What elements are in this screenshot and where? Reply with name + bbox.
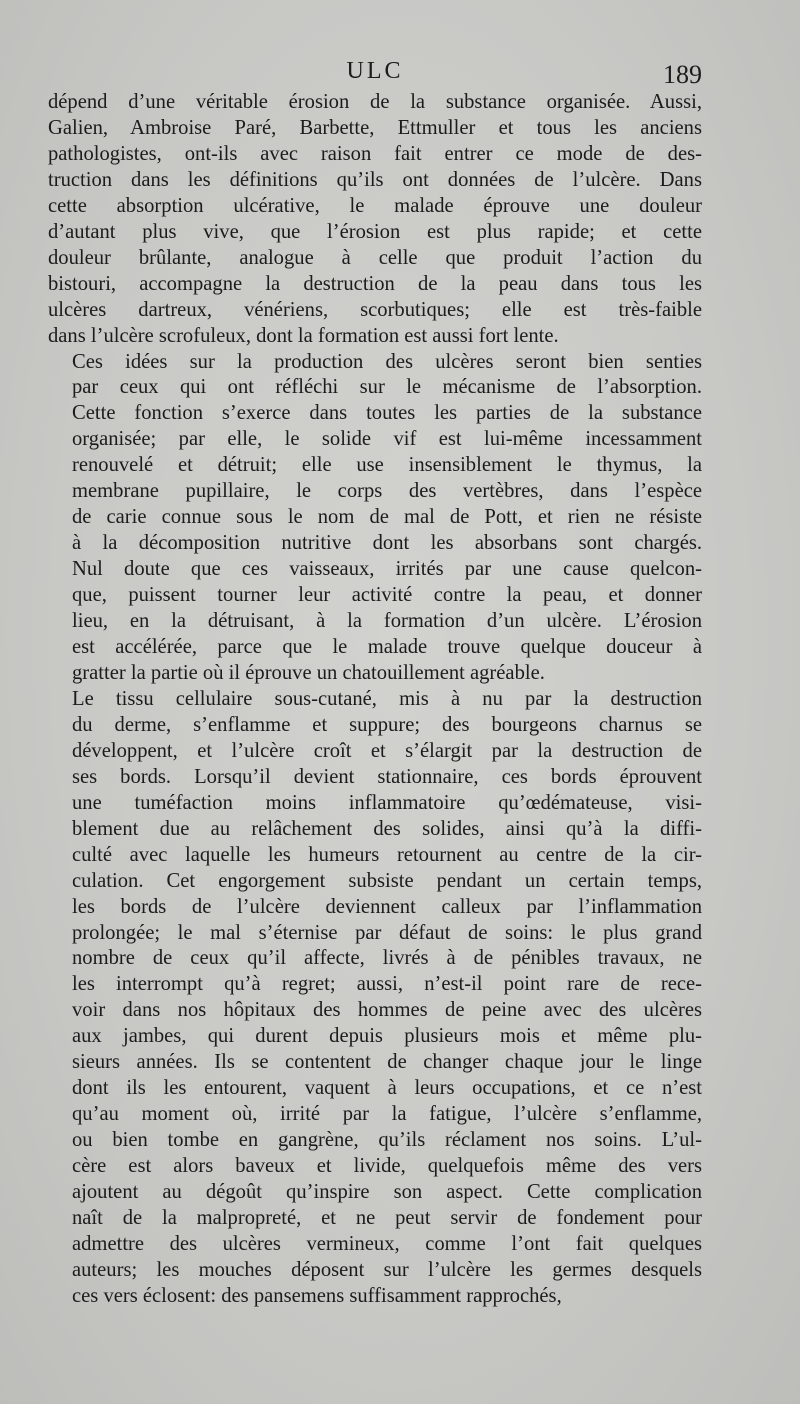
- text-line: Nul doute que ces vaisseaux, irrités par une cause quelcon-: [72, 558, 702, 581]
- text-line: qu’au moment où, irrité par la fatigue, l’ulcère s’enflamme,: [72, 1103, 702, 1126]
- running-head: ULC: [346, 58, 404, 84]
- text-line: voir dans nos hôpitaux des hommes de peine avec des ulcères: [72, 999, 702, 1022]
- text-line: bistouri, accompagne la destruction de la peau dans tous les: [48, 272, 702, 295]
- text-line: d’autant plus vive, que l’érosion est plus rapide; et cette: [48, 220, 702, 243]
- text-line: Ces idées sur la production des ulcères seront bien senties: [72, 350, 702, 373]
- text-line: ces vers éclosent: des pansemens suffisamment rapprochés,: [72, 1284, 562, 1307]
- text-line: ses bords. Lorsqu’il devient stationnaire, ces bords éprouvent: [72, 765, 702, 788]
- text-line: Cette fonction s’exerce dans toutes les parties de la substance: [72, 402, 702, 425]
- paragraph: [48, 350, 702, 687]
- text-line: organisée; par elle, le solide vif est lui-même incessamment: [72, 428, 702, 451]
- paragraph: [48, 687, 702, 1310]
- text-line: Le tissu cellulaire sous-cutané, mis à nu par la destruction: [72, 687, 702, 710]
- text-line: aux jambes, qui durent depuis plusieurs mois et même plu-: [72, 1025, 702, 1048]
- text-line: dont ils les entourent, vaquent à leurs occupations, et ce n’est: [72, 1077, 702, 1100]
- text-line: à la décomposition nutritive dont les absorbans sont chargés.: [72, 532, 702, 555]
- text-line: culté avec laquelle les humeurs retournent au centre de la cir-: [72, 843, 702, 866]
- text-line: truction dans les définitions qu’ils ont données de l’ulcère. Dans: [48, 168, 702, 191]
- text-line: par ceux qui ont réfléchi sur le mécanisme de l’absorption.: [72, 376, 702, 399]
- text-line: cère est alors baveux et livide, quelquefois même des vers: [72, 1155, 702, 1178]
- text-line: Galien, Ambroise Paré, Barbette, Ettmuller et tous les anciens: [48, 116, 702, 139]
- text-line: du derme, s’enflamme et suppure; des bourgeons charnus se: [72, 713, 702, 736]
- page-number: 189: [663, 60, 702, 89]
- text-line: ou bien tombe en gangrène, qu’ils réclament nos soins. L’ul-: [72, 1129, 702, 1152]
- text-line: prolongée; le mal s’éternise par défaut de soins: le plus grand: [72, 921, 702, 944]
- text-line: admettre des ulcères vermineux, comme l’ont fait quelques: [72, 1232, 702, 1255]
- text-line: que, puissent tourner leur activité contre la peau, et donner: [72, 584, 702, 607]
- text-line: auteurs; les mouches déposent sur l’ulcère les germes desquels: [72, 1258, 702, 1281]
- text-line: les interrompt qu’à regret; aussi, n’est-il point rare de rece-: [72, 973, 702, 996]
- text-line: douleur brûlante, analogue à celle que produit l’action du: [48, 246, 702, 269]
- text-line: développent, et l’ulcère croît et s’élargit par la destruction de: [72, 739, 702, 762]
- text-line: dépend d’une véritable érosion de la substance organisée. Aussi,: [48, 91, 702, 113]
- text-line: ulcères dartreux, vénériens, scorbutiques; elle est très-faible: [48, 298, 702, 321]
- text-line: gratter la partie où il éprouve un chatouillement agréable.: [72, 661, 545, 684]
- text-line: les bords de l’ulcère deviennent calleux par l’inflammation: [72, 895, 702, 918]
- text-line: est accélérée, parce que le malade trouve quelque douceur à: [72, 636, 702, 659]
- text-line: lieu, en la détruisant, à la formation d’un ulcère. L’érosion: [72, 610, 702, 633]
- body-text: [48, 90, 702, 1310]
- page-header: [48, 58, 702, 92]
- paragraph: [48, 90, 702, 350]
- text-line: membrane pupillaire, le corps des vertèbres, dans l’espèce: [72, 480, 702, 503]
- text-line: blement due au relâchement des solides, ainsi qu’à la diffi-: [72, 817, 702, 840]
- text-line: pathologistes, ont-ils avec raison fait entrer ce mode de des-: [48, 142, 702, 165]
- text-line: nombre de ceux qu’il affecte, livrés à de pénibles travaux, ne: [72, 947, 702, 970]
- text-line: renouvelé et détruit; elle use insensiblement le thymus, la: [72, 454, 702, 477]
- text-line: cette absorption ulcérative, le malade éprouve une douleur: [48, 194, 702, 217]
- text-line: culation. Cet engorgement subsiste pendant un certain temps,: [72, 869, 702, 892]
- text-line: ajoutent au dégoût qu’inspire son aspect. Cette complication: [72, 1181, 702, 1204]
- text-line: une tuméfaction moins inflammatoire qu’œdémateuse, visi-: [72, 791, 702, 814]
- text-line: de carie connue sous le nom de mal de Pott, et rien ne résiste: [72, 506, 702, 529]
- text-line: sieurs années. Ils se contentent de changer chaque jour le linge: [72, 1051, 702, 1074]
- text-line: naît de la malpropreté, et ne peut servir de fondement pour: [72, 1206, 702, 1229]
- text-line: dans l’ulcère scrofuleux, dont la formation est aussi fort lente.: [48, 324, 559, 347]
